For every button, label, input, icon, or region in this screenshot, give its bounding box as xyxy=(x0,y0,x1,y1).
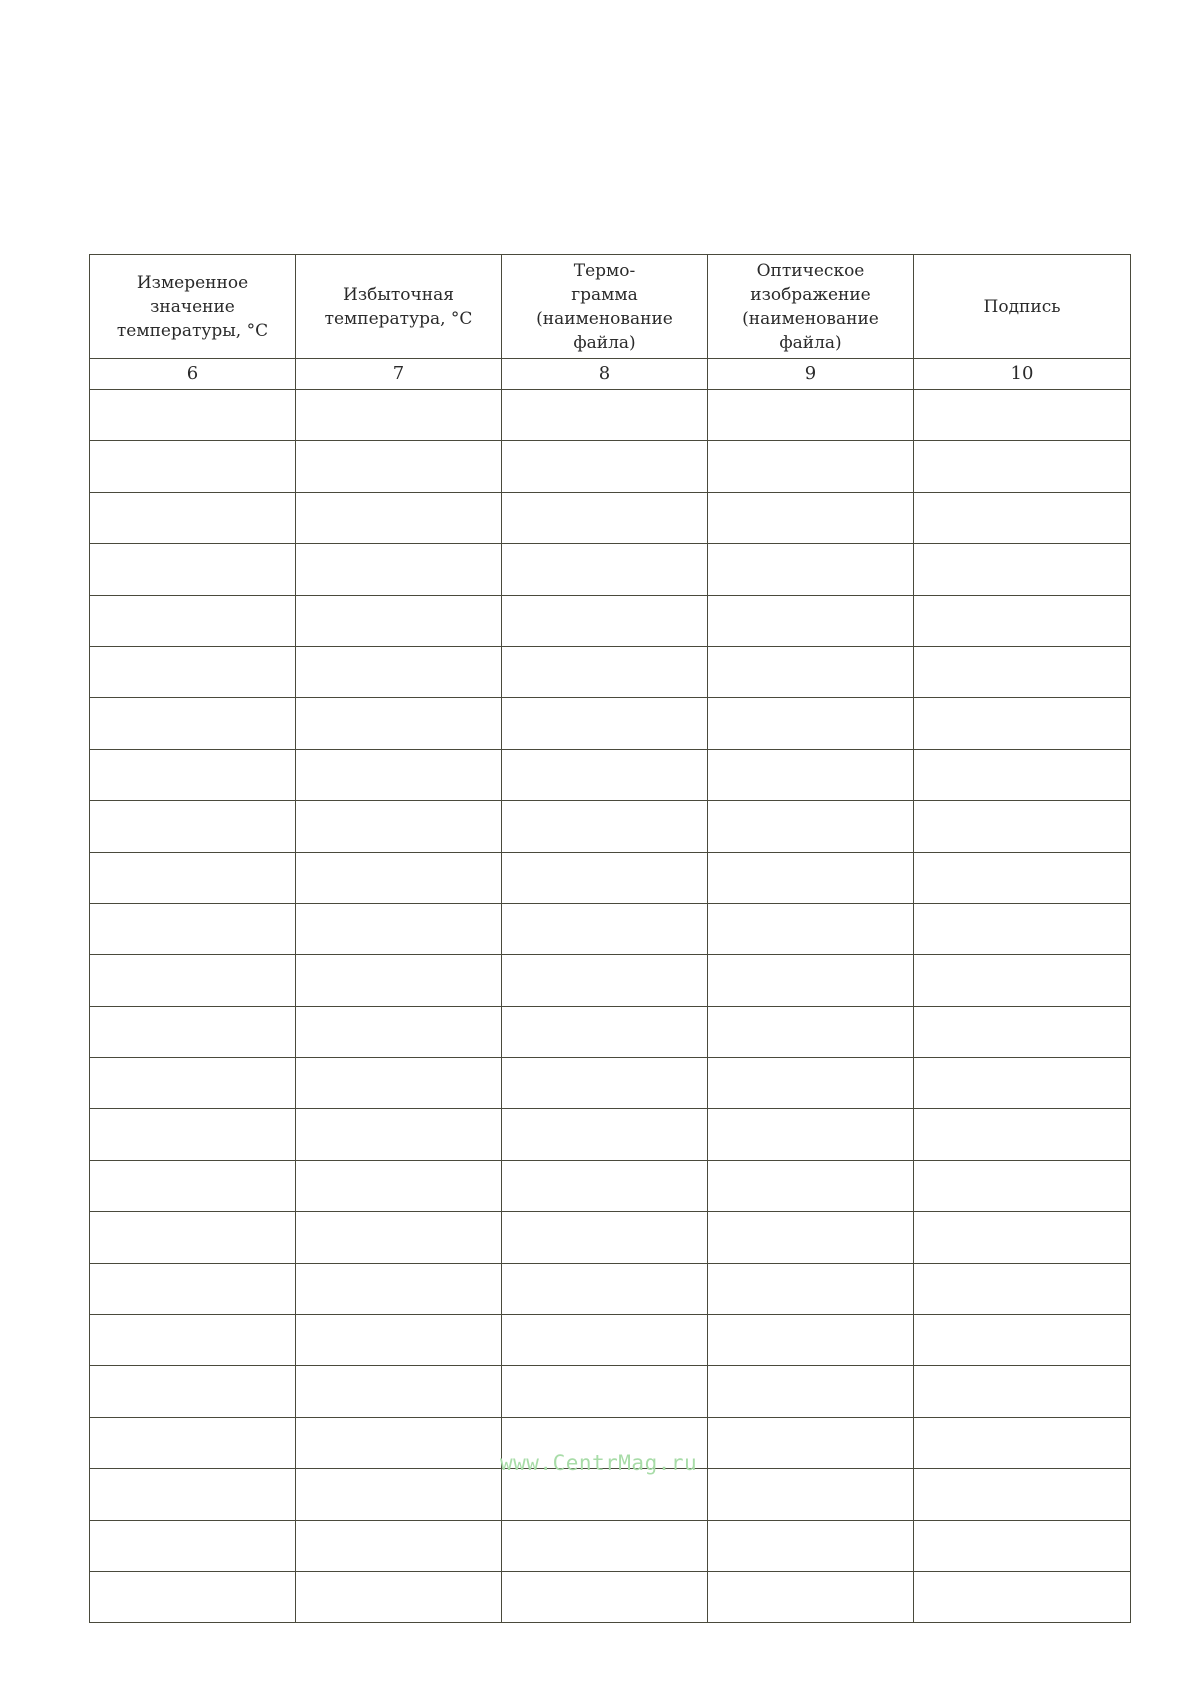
table-cell[interactable] xyxy=(914,1571,1131,1622)
column-number: 6 xyxy=(90,359,296,390)
table-row xyxy=(90,492,1131,543)
table-cell[interactable] xyxy=(296,1571,502,1622)
table-cell[interactable] xyxy=(296,903,502,954)
table-cell[interactable] xyxy=(90,492,296,543)
table-cell[interactable] xyxy=(708,749,914,800)
table-cell[interactable] xyxy=(914,698,1131,749)
record-table xyxy=(89,254,1131,1623)
table-cell[interactable] xyxy=(90,595,296,646)
table-cell[interactable] xyxy=(708,1160,914,1211)
table-cell[interactable] xyxy=(914,492,1131,543)
table-cell[interactable] xyxy=(296,646,502,697)
table-cell[interactable] xyxy=(296,595,502,646)
table-cell[interactable] xyxy=(708,595,914,646)
table-cell[interactable] xyxy=(914,1520,1131,1571)
table-cell[interactable] xyxy=(296,390,502,441)
table-cell[interactable] xyxy=(708,1263,914,1314)
table-cell[interactable] xyxy=(90,955,296,1006)
table-cell[interactable] xyxy=(708,441,914,492)
table-cell[interactable] xyxy=(708,1058,914,1109)
table-cell[interactable] xyxy=(90,646,296,697)
table-cell[interactable] xyxy=(914,1315,1131,1366)
table-cell[interactable] xyxy=(708,1571,914,1622)
table-cell[interactable] xyxy=(90,1469,296,1520)
table-cell[interactable] xyxy=(502,595,708,646)
table-cell[interactable] xyxy=(90,801,296,852)
table-row xyxy=(90,852,1131,903)
table-cell[interactable] xyxy=(708,1520,914,1571)
table-cell[interactable] xyxy=(502,749,708,800)
header-signature: Подпись xyxy=(914,255,1131,359)
table-row xyxy=(90,801,1131,852)
table-cell[interactable] xyxy=(914,1417,1131,1468)
table-cell[interactable] xyxy=(914,852,1131,903)
table-cell[interactable] xyxy=(502,646,708,697)
table-row xyxy=(90,903,1131,954)
table-row xyxy=(90,595,1131,646)
table-cell[interactable] xyxy=(502,1520,708,1571)
table-cell[interactable] xyxy=(708,1212,914,1263)
table-row xyxy=(90,1006,1131,1057)
table-row xyxy=(90,698,1131,749)
table-cell[interactable] xyxy=(914,544,1131,595)
table-cell[interactable] xyxy=(914,1058,1131,1109)
table-cell[interactable] xyxy=(502,1315,708,1366)
table-cell[interactable] xyxy=(708,390,914,441)
table-row xyxy=(90,1366,1131,1417)
table-cell[interactable] xyxy=(708,1006,914,1057)
table-cell[interactable] xyxy=(914,749,1131,800)
table-cell[interactable] xyxy=(502,1469,708,1520)
column-number: 10 xyxy=(914,359,1131,390)
table-row xyxy=(90,441,1131,492)
table-row xyxy=(90,390,1131,441)
table-cell[interactable] xyxy=(708,1469,914,1520)
table-cell[interactable] xyxy=(502,390,708,441)
table-cell[interactable] xyxy=(502,698,708,749)
table-cell[interactable] xyxy=(708,903,914,954)
table-cell[interactable] xyxy=(708,1417,914,1468)
table-body xyxy=(90,390,1131,1623)
table-row xyxy=(90,1315,1131,1366)
table-row xyxy=(90,1212,1131,1263)
table-cell[interactable] xyxy=(90,1315,296,1366)
table-cell[interactable] xyxy=(914,955,1131,1006)
table-cell[interactable] xyxy=(502,903,708,954)
table-cell[interactable] xyxy=(502,544,708,595)
table-cell[interactable] xyxy=(90,1212,296,1263)
table-cell[interactable] xyxy=(502,441,708,492)
table-row xyxy=(90,544,1131,595)
header-thermogram: Термо- грамма (наименование файла) xyxy=(502,255,708,359)
table-row xyxy=(90,1469,1131,1520)
table-cell[interactable] xyxy=(296,1212,502,1263)
table-cell[interactable] xyxy=(708,1315,914,1366)
header-excess-temperature: Избыточная температура, °С xyxy=(296,255,502,359)
table-cell[interactable] xyxy=(90,749,296,800)
table-row xyxy=(90,1058,1131,1109)
table-cell[interactable] xyxy=(296,1520,502,1571)
table-cell[interactable] xyxy=(502,801,708,852)
watermark: www.CentrMag.ru xyxy=(500,1451,698,1475)
table-cell[interactable] xyxy=(90,1006,296,1057)
table-cell[interactable] xyxy=(708,801,914,852)
table-cell[interactable] xyxy=(296,1160,502,1211)
table-cell[interactable] xyxy=(90,1109,296,1160)
table-cell[interactable] xyxy=(296,749,502,800)
table-cell[interactable] xyxy=(90,1417,296,1468)
column-number-row xyxy=(90,359,1131,390)
table-row xyxy=(90,646,1131,697)
header-row xyxy=(90,255,1131,359)
table-cell[interactable] xyxy=(296,492,502,543)
table-cell[interactable] xyxy=(708,852,914,903)
table-cell[interactable] xyxy=(296,1366,502,1417)
table-cell[interactable] xyxy=(914,1006,1131,1057)
table-cell[interactable] xyxy=(914,441,1131,492)
table-row xyxy=(90,1571,1131,1622)
table-cell[interactable] xyxy=(502,1366,708,1417)
table-cell[interactable] xyxy=(914,646,1131,697)
table-cell[interactable] xyxy=(296,441,502,492)
table-cell[interactable] xyxy=(914,1469,1131,1520)
table-cell[interactable] xyxy=(90,698,296,749)
table-cell[interactable] xyxy=(296,1417,502,1468)
table-row xyxy=(90,1263,1131,1314)
table-cell[interactable] xyxy=(296,1315,502,1366)
table-cell[interactable] xyxy=(502,852,708,903)
table-cell[interactable] xyxy=(914,801,1131,852)
table-cell[interactable] xyxy=(90,1058,296,1109)
column-number: 7 xyxy=(296,359,502,390)
table-cell[interactable] xyxy=(708,1366,914,1417)
table-cell[interactable] xyxy=(914,595,1131,646)
header-measured-temperature: Измеренное значение температуры, °С xyxy=(90,255,296,359)
table-cell[interactable] xyxy=(90,852,296,903)
table-cell[interactable] xyxy=(914,1160,1131,1211)
table-cell[interactable] xyxy=(90,1263,296,1314)
table-cell[interactable] xyxy=(708,492,914,543)
table-cell[interactable] xyxy=(708,698,914,749)
table-cell[interactable] xyxy=(914,1263,1131,1314)
table-cell[interactable] xyxy=(502,1212,708,1263)
table-cell[interactable] xyxy=(502,1160,708,1211)
table-cell[interactable] xyxy=(296,1006,502,1057)
column-number: 8 xyxy=(502,359,708,390)
table-cell[interactable] xyxy=(502,1263,708,1314)
table-cell[interactable] xyxy=(914,1212,1131,1263)
table-cell[interactable] xyxy=(90,903,296,954)
table-cell[interactable] xyxy=(502,492,708,543)
table-cell[interactable] xyxy=(90,1160,296,1211)
table-cell[interactable] xyxy=(90,544,296,595)
table-cell[interactable] xyxy=(90,390,296,441)
table-cell[interactable] xyxy=(502,1006,708,1057)
table-cell[interactable] xyxy=(296,1263,502,1314)
column-number: 9 xyxy=(708,359,914,390)
table-cell[interactable] xyxy=(502,1058,708,1109)
table-cell[interactable] xyxy=(90,1366,296,1417)
table-cell[interactable] xyxy=(914,390,1131,441)
table-cell[interactable] xyxy=(708,646,914,697)
table-cell[interactable] xyxy=(914,903,1131,954)
table-cell[interactable] xyxy=(296,544,502,595)
table-cell[interactable] xyxy=(90,441,296,492)
table-row xyxy=(90,955,1131,1006)
table-cell[interactable] xyxy=(296,955,502,1006)
table-cell[interactable] xyxy=(296,801,502,852)
table-cell[interactable] xyxy=(914,1366,1131,1417)
table-row xyxy=(90,1109,1131,1160)
table-cell[interactable] xyxy=(914,1109,1131,1160)
table-cell[interactable] xyxy=(296,1058,502,1109)
table-row xyxy=(90,749,1131,800)
table-cell[interactable] xyxy=(502,1571,708,1622)
table-cell[interactable] xyxy=(502,955,708,1006)
table-cell[interactable] xyxy=(708,955,914,1006)
header-optical-image: Оптическое изображение (наименование файла) xyxy=(708,255,914,359)
table-cell[interactable] xyxy=(708,544,914,595)
table-row xyxy=(90,1520,1131,1571)
table-row xyxy=(90,1160,1131,1211)
table-cell[interactable] xyxy=(296,1109,502,1160)
table-cell[interactable] xyxy=(502,1109,708,1160)
table-cell[interactable] xyxy=(90,1571,296,1622)
table-cell[interactable] xyxy=(708,1109,914,1160)
table-cell[interactable] xyxy=(296,852,502,903)
table-cell[interactable] xyxy=(296,698,502,749)
table-cell[interactable] xyxy=(296,1469,502,1520)
table-cell[interactable] xyxy=(90,1520,296,1571)
